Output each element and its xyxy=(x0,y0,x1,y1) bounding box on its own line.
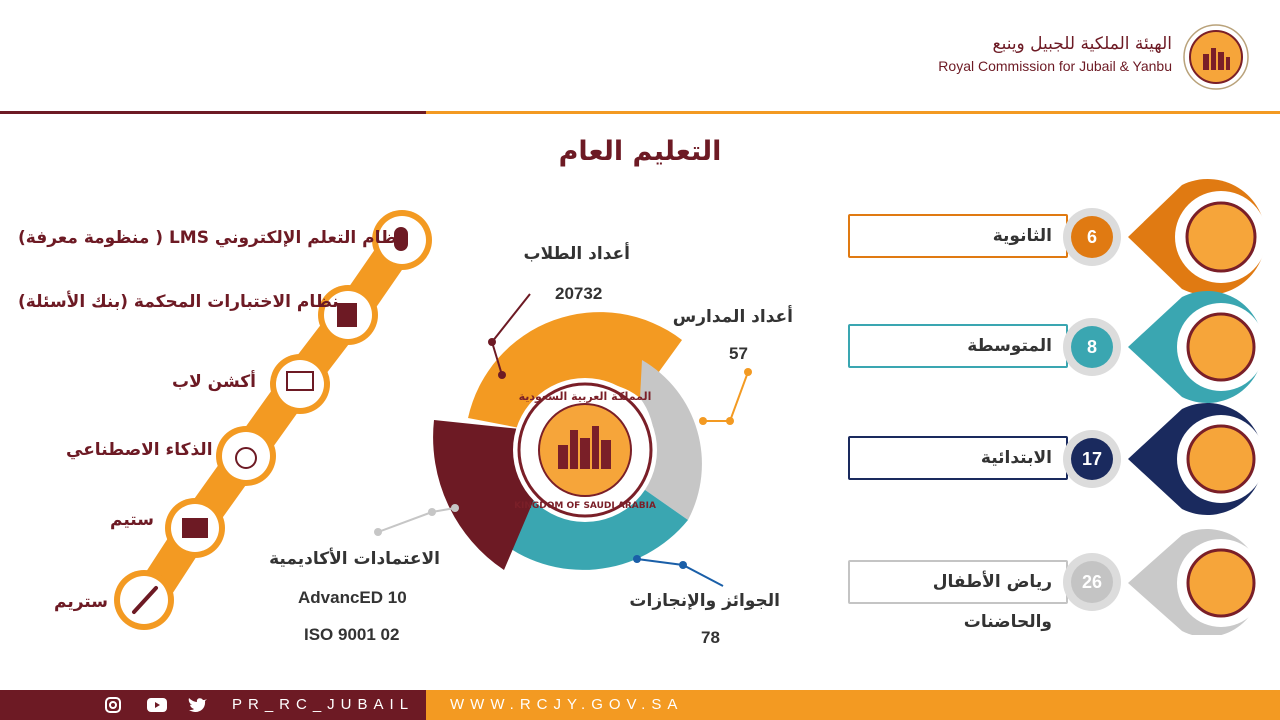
tool-steam-label: ستيم xyxy=(110,510,154,530)
tool-ai-label: الذكاء الاصطناعي xyxy=(66,440,213,460)
level-intermediate-count-badge xyxy=(1063,318,1121,376)
awards-label: الجوائز والإنجازات xyxy=(629,591,780,611)
page-title: التعليم العام xyxy=(558,136,722,167)
awards-value: 78 xyxy=(701,628,720,647)
tool-node-3 xyxy=(216,426,276,486)
instagram-icon[interactable] xyxy=(104,697,122,713)
pin-secondary xyxy=(1128,179,1267,295)
level-primary-count: 17 xyxy=(1071,438,1113,480)
level-secondary-label: الثانوية xyxy=(848,214,1068,258)
org-name-arabic: الهيئة الملكية للجبيل وينبع xyxy=(992,34,1172,54)
tool-question-bank-label: نظام الاختبارات المحكمة (بنك الأسئلة) xyxy=(18,292,339,312)
level-kindergarten-count: 26 xyxy=(1071,561,1113,603)
youtube-icon[interactable] xyxy=(146,697,168,713)
pin-intermediate xyxy=(1128,291,1265,403)
pin-kindergarten xyxy=(1128,529,1265,635)
students-label: أعداد الطلاب xyxy=(523,244,630,264)
accreditation-label: الاعتمادات الأكاديمية xyxy=(269,549,440,569)
rc-logo xyxy=(1183,24,1249,90)
level-kindergarten-count-badge xyxy=(1063,553,1121,611)
seal-top-text: المملكة العربية السعودية xyxy=(518,390,652,403)
org-name-english: Royal Commission for Jubail & Yanbu xyxy=(938,58,1172,74)
school-level-pins xyxy=(1120,175,1270,635)
tool-node-2 xyxy=(270,354,330,414)
level-intermediate-label: المتوسطة xyxy=(848,324,1068,368)
footer-social-handle[interactable]: PR_RC_JUBAIL xyxy=(232,696,415,713)
schools-label: أعداد المدارس xyxy=(672,307,793,327)
level-secondary-count-badge xyxy=(1063,208,1121,266)
accreditation-iso: ISO 9001 02 xyxy=(304,625,400,644)
accreditation-advanced: AdvancED 10 xyxy=(298,588,407,607)
footer-website[interactable]: WWW.RCJY.GOV.SA xyxy=(450,696,684,713)
level-intermediate-count: 8 xyxy=(1071,326,1113,368)
level-primary-count-badge xyxy=(1063,430,1121,488)
level-primary-label: الابتدائية xyxy=(848,436,1068,480)
students-value: 20732 xyxy=(555,284,603,303)
header-divider-left xyxy=(0,111,426,114)
header-divider-right xyxy=(426,111,1280,114)
level-secondary-count: 6 xyxy=(1071,216,1113,258)
tool-node-4 xyxy=(165,498,225,558)
tool-node-5 xyxy=(114,570,174,630)
pin-primary xyxy=(1128,403,1265,515)
tool-lms-label: نظام التعلم الإلكتروني LMS ( منظومة معرفة) xyxy=(18,228,404,248)
level-kindergarten-label: رياض الأطفال والحاضنات xyxy=(848,560,1068,604)
twitter-icon[interactable] xyxy=(188,697,208,713)
schools-value: 57 xyxy=(729,344,748,363)
tool-action-lab-label: أكشن لاب xyxy=(172,372,256,392)
tool-stream-label: ستريم xyxy=(54,592,108,612)
tools-path xyxy=(100,200,450,640)
seal-bottom-text: KINGDOM OF SAUDI ARABIA xyxy=(514,501,656,511)
